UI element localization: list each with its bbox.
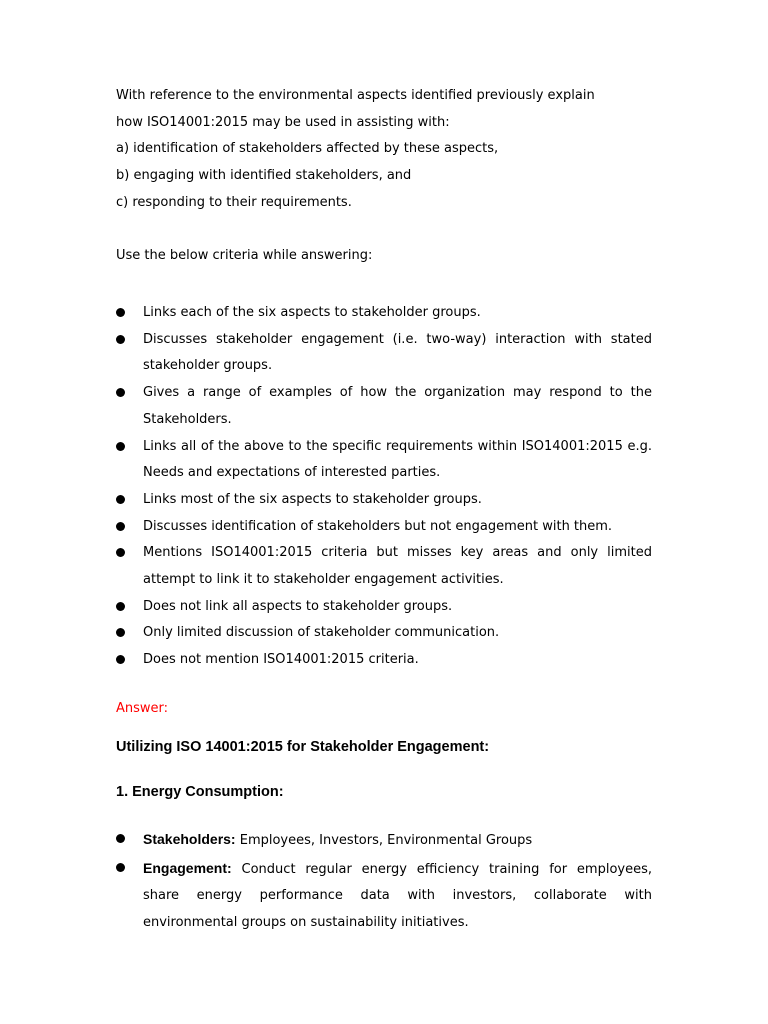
answer-title: Utilizing ISO 14001:2015 for Stakeholder Engagement: xyxy=(116,739,490,755)
bullet-icon xyxy=(116,308,125,317)
bullet-icon xyxy=(116,495,125,504)
section-1-title: 1. Energy Consumption: xyxy=(116,784,284,800)
criteria-intro: Use the below criteria while answering: xyxy=(116,248,373,263)
bullet-icon xyxy=(116,863,125,872)
bullet-icon xyxy=(116,442,125,451)
list-item xyxy=(116,855,652,937)
bullet-icon xyxy=(116,655,125,664)
list-item: Does not mention ISO14001:2015 criteria. xyxy=(116,647,652,674)
list-item xyxy=(116,826,652,855)
question-line-b: b) engaging with identified stakeholders, and xyxy=(116,168,412,183)
bullet-icon xyxy=(116,548,125,557)
bullet-icon xyxy=(116,602,125,611)
section-1-list xyxy=(116,826,652,937)
list-item: Only limited discussion of stakeholder communication. xyxy=(116,620,652,647)
criteria-list xyxy=(116,300,652,674)
list-item: Links most of the six aspects to stakeholder groups. xyxy=(116,487,652,514)
stakeholders-label: Stakeholders: xyxy=(143,831,236,847)
engagement-text: Conduct regular energy efficiency training for employees, share energy performance data with investors, collaborate with environmental groups on sustainability initiatives. xyxy=(143,861,652,931)
bullet-icon xyxy=(116,628,125,637)
stakeholders-text: Employees, Investors, Environmental Groups xyxy=(239,833,533,848)
answer-label: Answer: xyxy=(116,701,169,716)
list-item: Discusses identification of stakeholders but not engagement with them. xyxy=(116,514,652,541)
list-item: Gives a range of examples of how the organization may respond to the Stakeholders. xyxy=(116,380,652,433)
question-line-1: With reference to the environmental aspects identified previously explain xyxy=(116,88,595,103)
engagement-label: Engagement: xyxy=(143,859,232,876)
list-item: Links each of the six aspects to stakeholder groups. xyxy=(116,300,652,327)
list-item: Discusses stakeholder engagement (i.e. two-way) interaction with stated stakeholder groups. xyxy=(116,327,652,380)
question-line-2: how ISO14001:2015 may be used in assisting with: xyxy=(116,115,450,130)
list-item: Mentions ISO14001:2015 criteria but misses key areas and only limited attempt to link it to stakeholder engagement activities. xyxy=(116,540,652,593)
bullet-icon xyxy=(116,834,125,843)
question-line-c: c) responding to their requirements. xyxy=(116,195,352,210)
bullet-icon xyxy=(116,335,125,344)
bullet-icon xyxy=(116,388,125,397)
list-item: Does not link all aspects to stakeholder groups. xyxy=(116,594,652,621)
list-item: Links all of the above to the specific requirements within ISO14001:2015 e.g. Needs and expectations of interested parties. xyxy=(116,434,652,487)
bullet-icon xyxy=(116,522,125,531)
question-line-a: a) identification of stakeholders affected by these aspects, xyxy=(116,141,499,156)
